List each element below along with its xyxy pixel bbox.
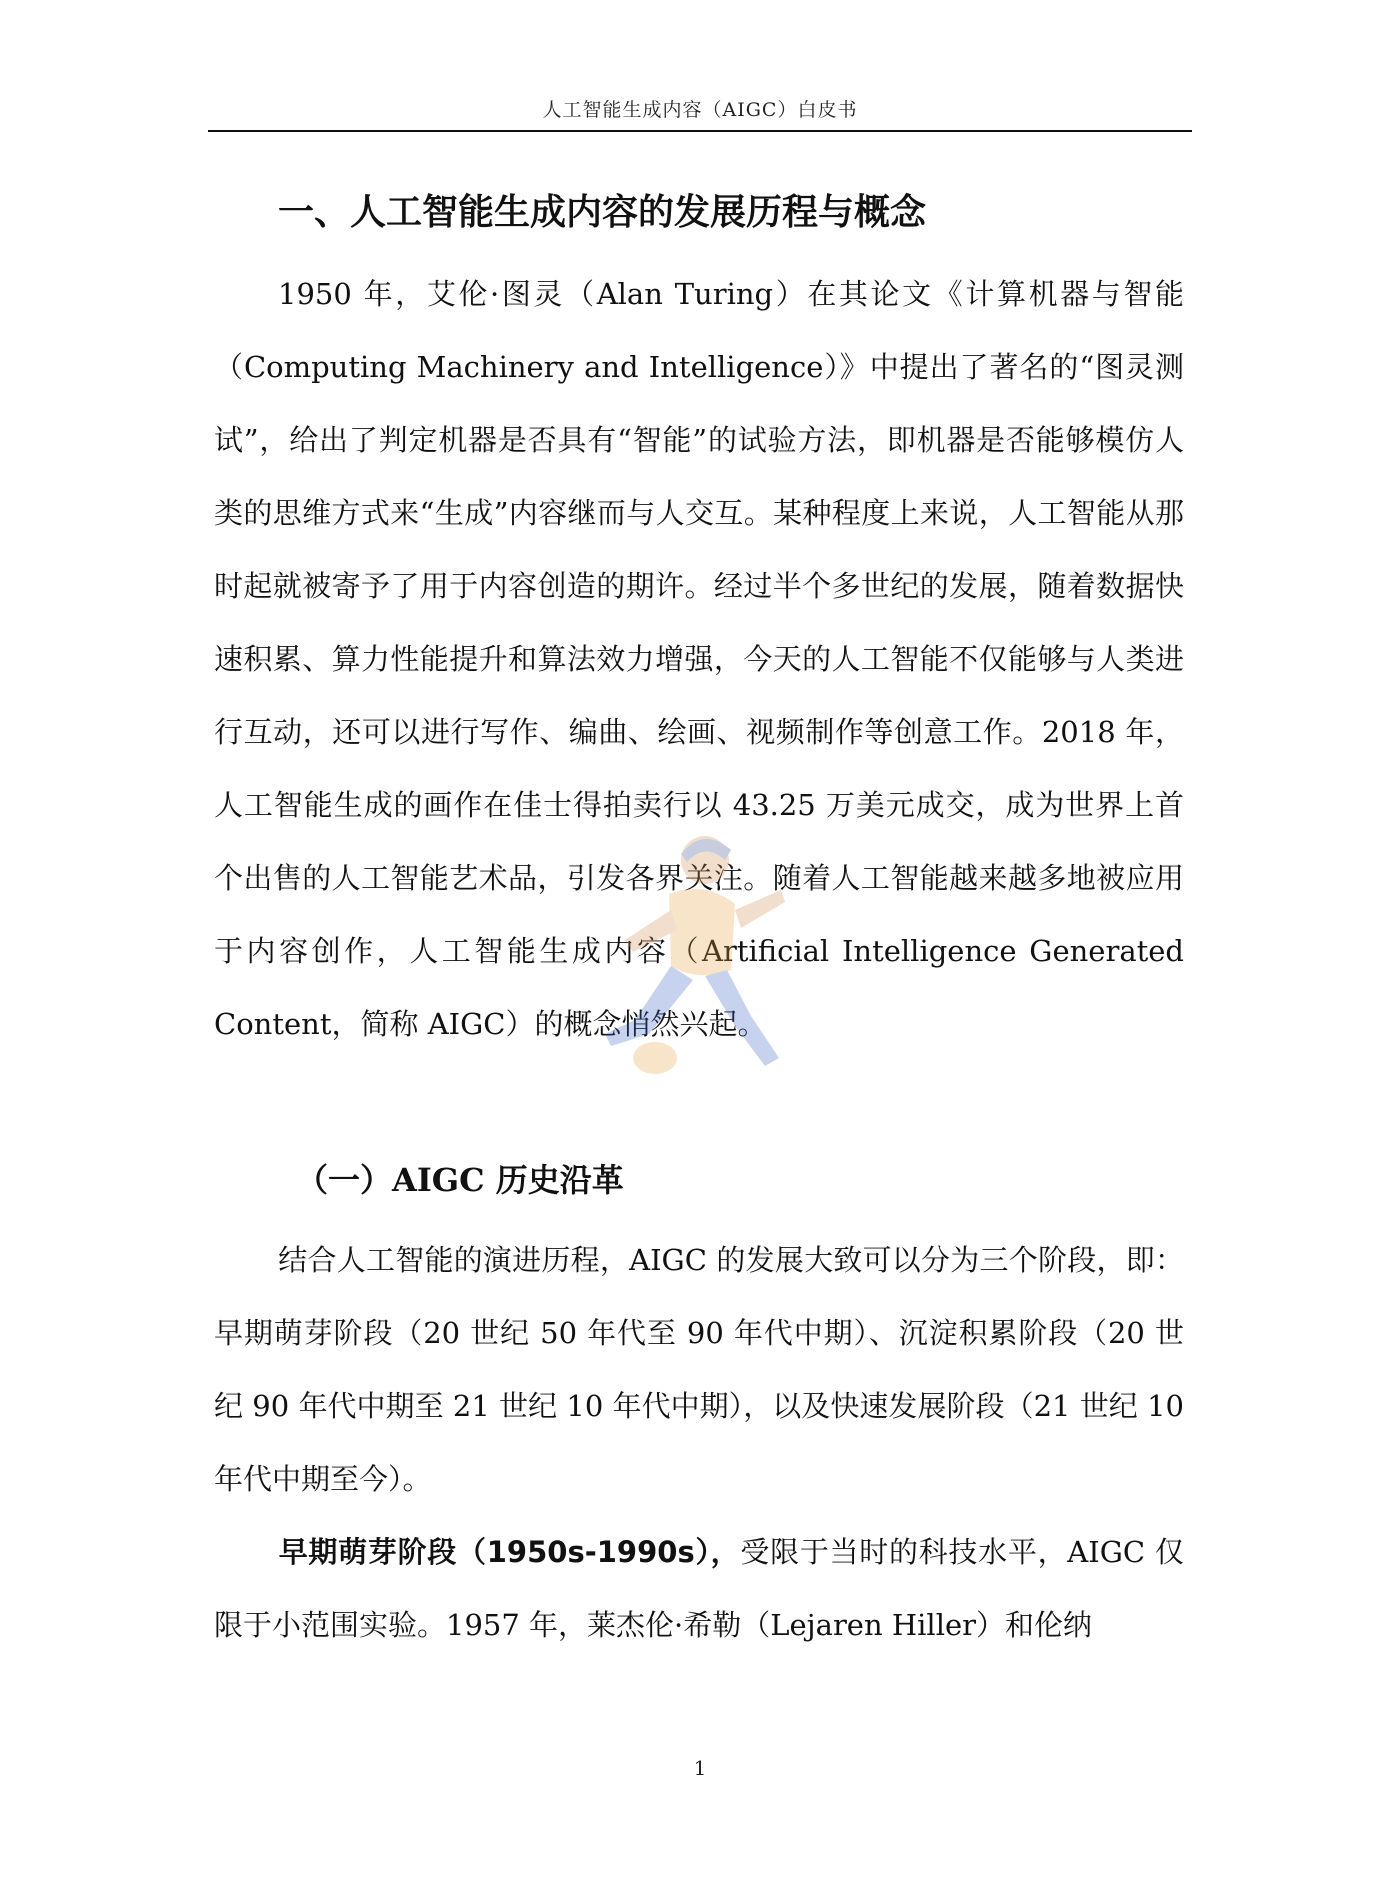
history-intro-paragraph — [214, 1224, 1184, 1516]
header-rule — [208, 130, 1192, 132]
intro-paragraph — [214, 258, 1184, 1061]
early-stage-lead: 早期萌芽阶段（1950s-1990s）， — [278, 1535, 741, 1569]
running-header: 人工智能生成内容（AIGC）白皮书 — [542, 99, 858, 121]
section-heading: 一、人工智能生成内容的发展历程与概念 — [278, 192, 927, 233]
history-intro-text: 结合人工智能的演进历程，AIGC 的发展大致可以分为三个阶段，即：早期萌芽阶段（20 世纪 50 年代至 90 年代中期）、沉淀积累阶段（20 世纪 90 年代中期至 21 世纪 10 年代中期），以及快速发展阶段（21 世纪 10 年代中期至今）。 — [214, 1243, 1184, 1496]
early-stage-paragraph — [214, 1516, 1184, 1662]
page-number: 1 — [693, 1756, 707, 1780]
intro-paragraph-text: 1950 年，艾伦·图灵（Alan Turing）在其论文《计算机器与智能（Computing Machinery and Intelligence）》中提出了著名的“图灵测试”，给出了判定机器是否具有“智能”的试验方法，即机器是否能够模仿人类的思维方式来“生成”内容继而与人交互。某种程度上来说，人工智能从那时起就被寄予了用于内容创造的期许。经过半个多世纪的发展，随着数据快速积累、算力性能提升和算法效力增强，今天的人工智能不仅能够与人类进行互动，还可以进行写作、编曲、绘画、视频制作等创意工作。2018 年，人工智能生成的画作在佳士得拍卖行以 43.25 万美元成交，成为世界上首个出售的人工智能艺术品，引发各界关注。随着人工智能越来越多地被应用于内容创作，人工智能生成内容（Artificial Intelligence Generated Content，简称 AIGC）的概念悄然兴起。 — [214, 277, 1184, 1041]
subsection-heading: （一）AIGC 历史沿革 — [296, 1161, 624, 1199]
early-stage-text: 受限于当时的科技水平，AIGC 仅限于小范围实验。1957 年，莱杰伦·希勒（Lejaren Hiller）和伦纳 — [214, 1535, 1184, 1642]
